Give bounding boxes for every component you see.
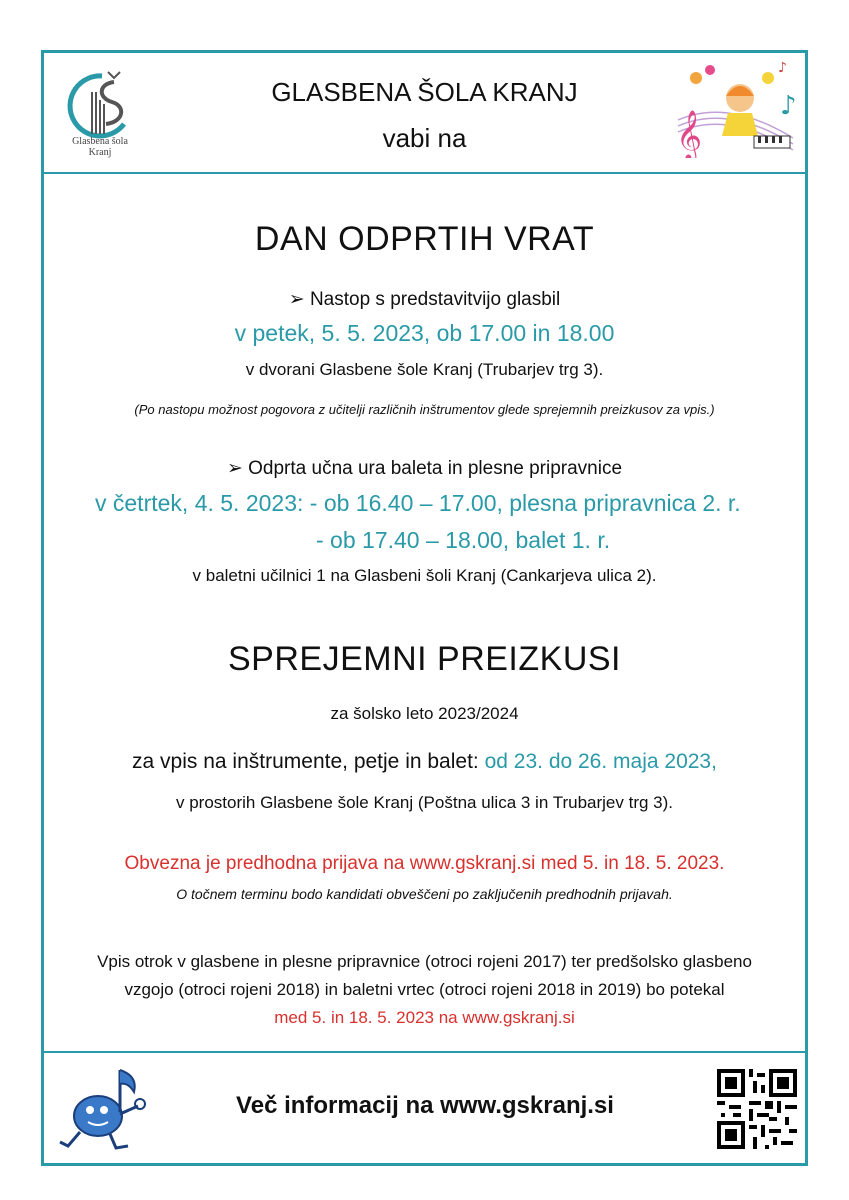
preschool-line-2: vzgojo (otroci rojeni 2018) in baletni vrtec (otroci rojeni 2018 in 2019) bo potekal — [124, 980, 725, 999]
ballet-date-1: v četrtek, 4. 5. 2023: - ob 16.40 – 17.00, plesna pripravnica 2. r. — [95, 490, 741, 516]
header-divider — [41, 172, 808, 174]
music-girl-illustration — [668, 58, 800, 158]
mascot-note-illustration — [54, 1062, 150, 1152]
exams-enroll-dates: od 23. do 26. maja 2023, — [484, 750, 717, 773]
svg-text:♪: ♪ — [778, 60, 787, 76]
footer-divider — [41, 1051, 808, 1053]
concert-date: v petek, 5. 5. 2023, ob 17.00 in 18.00 — [234, 320, 615, 346]
bullet-arrow-icon: ➢ — [226, 458, 249, 479]
ballet-date-2: - ob 17.40 – 18.00, balet 1. r. — [316, 527, 611, 553]
header-school-name: GLASBENA ŠOLA KRANJ — [271, 77, 578, 107]
header-invite: vabi na — [382, 123, 467, 153]
logo-caption-2: Kranj — [88, 147, 112, 158]
ballet-bullet-row — [44, 457, 805, 480]
preschool-line-3: med 5. in 18. 5. 2023 na www.gskranj.si — [274, 1008, 575, 1027]
preschool-line-1: Vpis otrok v glasbene in plesne pripravnice (otroci rojeni 2017) ter predšolsko glasbeno — [97, 952, 752, 971]
exams-mandatory: Obvezna je predhodna prijava na www.gskranj.si med 5. in 18. 5. 2023. — [124, 853, 725, 874]
concert-place: v dvorani Glasbene šole Kranj (Trubarjev trg 3). — [245, 360, 604, 379]
ballet-place: v baletni učilnici 1 na Glasbeni šoli Kranj (Cankarjeva ulica 2). — [192, 566, 657, 585]
music-note-mascot-icon — [54, 1062, 150, 1152]
bullet-arrow-icon: ➢ — [288, 289, 310, 310]
exams-year: za šolsko leto 2023/2024 — [330, 704, 519, 723]
exams-place: v prostorih Glasbene šole Kranj (Poštna ulica 3 in Trubarjev trg 3). — [175, 793, 674, 812]
concert-note: (Po nastopu možnost pogovora z učitelji različnih inštrumentov glede sprejemnih preizkusov za vpis.) — [134, 402, 715, 417]
exams-title: SPREJEMNI PREIZKUSI — [227, 640, 621, 678]
concert-bullet: Nastop s predstavitvijo glasbil — [309, 289, 561, 310]
ballet-bullet: Odprta učna ura baleta in plesne pripravnice — [248, 458, 623, 479]
music-girl-icon — [668, 58, 800, 158]
exams-enroll-row — [44, 750, 805, 774]
concert-bullet-row — [44, 288, 805, 311]
logo-caption-1: Glasbena šola — [72, 136, 128, 147]
qr-code-icon — [717, 1069, 797, 1149]
exams-enroll-label: za vpis na inštrumente, petje in balet: — [132, 750, 479, 773]
qr-code — [717, 1069, 797, 1149]
svg-text:♪: ♪ — [780, 91, 797, 121]
exams-info: O točnem terminu bodo kandidati obveščeni po zaključenih predhodnih prijavah. — [176, 886, 673, 902]
svg-text:𝄞: 𝄞 — [676, 110, 703, 158]
open-day-title: DAN ODPRTIH VRAT — [254, 220, 595, 258]
footer-more-info: Več informacij na www.gskranj.si — [236, 1092, 614, 1119]
